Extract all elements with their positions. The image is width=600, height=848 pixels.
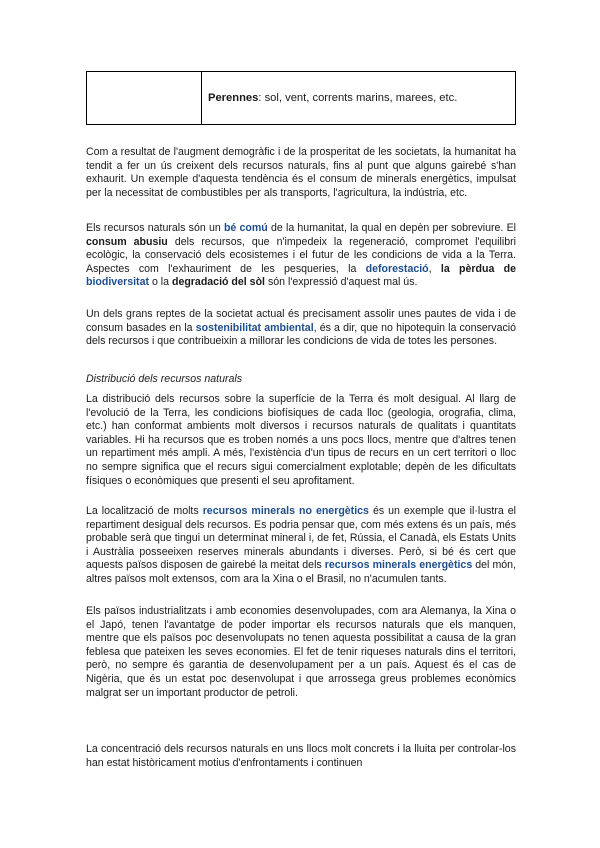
resource-table — [86, 71, 516, 125]
paragraph-2: Els recursos naturals són un bé comú de la humanitat, la qual en depèn per sobreviure. El consum abusiu dels recursos, que n'impedeix la regeneració, compromet l'equilibri ecològic, la conservació dels ecosistemes i el futur de les condicions de vida a la Terra. Aspectes com l'exhauriment de les pesqueries, la deforestació, la pèrdua de biodiversitat o la degradació del sòl són l'expressió d'aquest mal ús. — [86, 222, 517, 289]
section-heading: Distribució dels recursos naturals — [86, 373, 243, 385]
keyword-be-comu[interactable]: bé comú — [223, 222, 268, 234]
paragraph-5: La localització de molts recursos minerals no energètics és un exemple que il·lustra el repartiment desigual dels recursos. Es podria pensar que, com més extens és un país, més probable serà que tingui un determinat mineral i, de fet, Rússia, el Canadà, els Estats Units i Austràlia posseeixen reserves minerals abundants i diverses. Però, si bé és cert que aquests països disposen de gairebé la meitat dels recursos minerals energètics del món, altres països molt extensos, com ara la Xina o el Brasil, no n'acumulen tants. — [86, 505, 517, 585]
keyword-biodiversitat[interactable]: biodiversitat — [86, 276, 149, 289]
paragraph-3: Un dels grans reptes de la societat actual és precisament assolir unes pautes de vida i de consum basades en la sostenibilitat ambiental, és a dir, que no hipotequin la conservació dels recursos i que contribueixin a millorar les condicions de vida de totes les persones. — [86, 308, 517, 348]
keyword-sostenibilitat-ambiental[interactable]: sostenibilitat ambiental — [195, 321, 314, 334]
table-text: : sol, vent, corrents marins, marees, etc. — [258, 92, 458, 104]
keyword-deforestacio[interactable]: deforestació — [365, 262, 429, 275]
keyword-minerals-energetics[interactable]: recursos minerals energètics — [324, 559, 473, 572]
paragraph-4: La distribució dels recursos sobre la superfície de la Terra és molt desigual. Al llarg de l'evolució de la Terra, les condicions biofísiques de cada lloc (geologia, orografia, clima, etc.) han conformat ambients molt diversos i recursos naturals de qualitats i quantitats variables. Hi ha recursos que es troben només a uns pocs llocs, mentre que d'altres tenen un repartiment més ampli. A més, l'existència d'un tipus de recurs en un cert territori o lloc no sempre significa que el recurs sigui comercialment explotable; depèn de les dificultats físiques o econòmiques que presenti el seu aprofitament. — [86, 393, 516, 487]
bold-perdua: la pèrdua de — [440, 262, 517, 275]
paragraph-6: Els països industrialitzats i amb economies desenvolupades, com ara Alemanya, la Xina o el Japó, tenen l'avantatge de poder importar els recursos naturals que els manquen, mentre que els països poc desenvolupats no tenen aquesta possibilitat a causa de la gran feblesa que pateixen les seves economies. El fet de tenir riqueses naturals dins el territori, però, no sempre és garantia de desenvolupament per a un país. Aquest és el cas de Nigèria, que és un estat poc desenvolupat i que arrossega greus problemes econòmics malgrat ser un important productor de petroli. — [86, 605, 516, 699]
paragraph-1: Com a resultat de l'augment demogràfic i de la prosperitat de les societats, la humanitat ha tendit a fer un ús creixent dels recursos naturals, fins al punt que alguns gairebé s'han exhaurit. Un exemple d'aquesta tendència és el consum de minerals energètics, impulsat per la necessitat de combustibles per als transports, l'agricultura, la indústria, etc. — [86, 146, 516, 199]
keyword-minerals-no-energetics[interactable]: recursos minerals no energètics — [202, 505, 369, 517]
table-cell-empty — [87, 72, 202, 124]
table-term: Perennes — [208, 92, 259, 104]
bold-degradacio-sol: degradació del sòl — [171, 276, 265, 289]
bold-consum-abusiu: consum abusiu — [86, 235, 168, 248]
table-cell-perennes — [202, 72, 515, 124]
paragraph-7: La concentració dels recursos naturals en uns llocs molt concrets i la lluita per controlar-los han estat històricament motius d'enfrontaments i continuen — [86, 743, 516, 769]
